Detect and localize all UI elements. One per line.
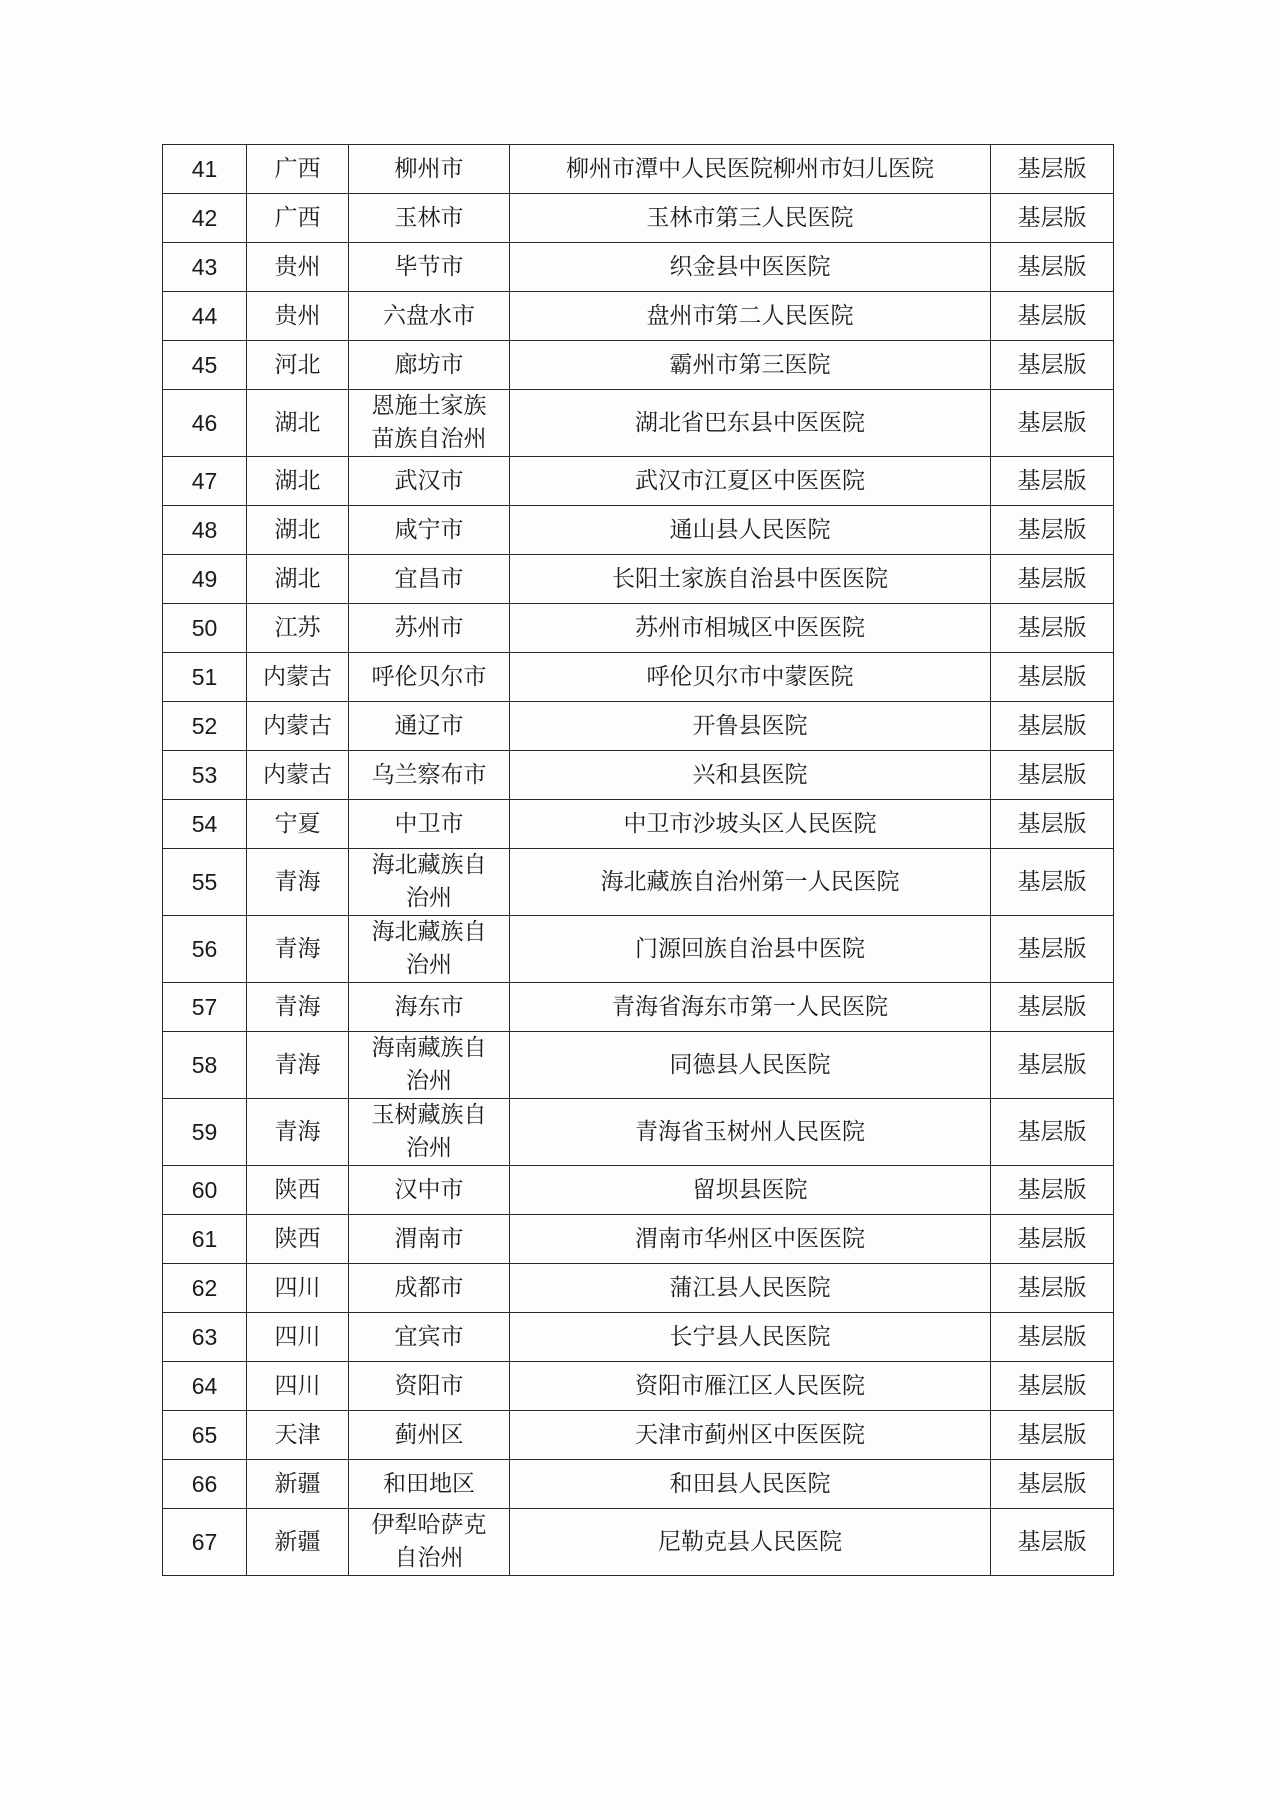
province-cell: 内蒙古	[247, 702, 349, 751]
city-cell: 玉林市	[349, 194, 510, 243]
hospital-cell: 渭南市华州区中医医院	[510, 1215, 991, 1264]
province-cell: 湖北	[247, 457, 349, 506]
province-cell: 新疆	[247, 1509, 349, 1576]
table-row	[163, 1264, 1114, 1313]
province-cell: 贵州	[247, 292, 349, 341]
hospital-cell: 盘州市第二人民医院	[510, 292, 991, 341]
city-cell: 中卫市	[349, 800, 510, 849]
hospital-cell: 青海省海东市第一人民医院	[510, 983, 991, 1032]
city-cell	[349, 916, 510, 983]
row-number-cell: 59	[163, 1099, 247, 1166]
table-row	[163, 457, 1114, 506]
province-cell: 青海	[247, 1099, 349, 1166]
row-number-cell: 58	[163, 1032, 247, 1099]
hospital-cell: 资阳市雁江区人民医院	[510, 1362, 991, 1411]
city-cell-line: 治州	[406, 1135, 452, 1161]
table-row	[163, 1313, 1114, 1362]
city-cell-line: 海南藏族自	[371, 1035, 487, 1061]
province-cell: 青海	[247, 916, 349, 983]
city-cell-line: 玉树藏族自	[371, 1102, 487, 1128]
row-number-cell: 54	[163, 800, 247, 849]
row-number-cell: 46	[163, 390, 247, 457]
version-cell: 基层版	[991, 145, 1114, 194]
table-row	[163, 849, 1114, 916]
row-number-cell: 64	[163, 1362, 247, 1411]
table-row	[163, 1411, 1114, 1460]
province-cell: 四川	[247, 1313, 349, 1362]
version-cell: 基层版	[991, 1166, 1114, 1215]
province-cell: 青海	[247, 983, 349, 1032]
hospital-cell: 霸州市第三医院	[510, 341, 991, 390]
table-row	[163, 506, 1114, 555]
hospital-cell: 武汉市江夏区中医医院	[510, 457, 991, 506]
province-cell: 陕西	[247, 1166, 349, 1215]
city-cell: 成都市	[349, 1264, 510, 1313]
province-cell: 湖北	[247, 555, 349, 604]
hospital-list-table	[162, 144, 1114, 1576]
hospital-cell: 苏州市相城区中医医院	[510, 604, 991, 653]
hospital-cell: 青海省玉树州人民医院	[510, 1099, 991, 1166]
city-cell-line: 治州	[406, 885, 452, 911]
hospital-cell: 开鲁县医院	[510, 702, 991, 751]
city-cell-line: 恩施土家族	[371, 393, 487, 419]
table-row	[163, 145, 1114, 194]
row-number-cell: 63	[163, 1313, 247, 1362]
row-number-cell: 57	[163, 983, 247, 1032]
city-cell: 宜昌市	[349, 555, 510, 604]
hospital-cell: 海北藏族自治州第一人民医院	[510, 849, 991, 916]
hospital-cell: 长阳土家族自治县中医医院	[510, 555, 991, 604]
row-number-cell: 44	[163, 292, 247, 341]
province-cell: 贵州	[247, 243, 349, 292]
version-cell: 基层版	[991, 1460, 1114, 1509]
row-number-cell: 53	[163, 751, 247, 800]
table-row	[163, 751, 1114, 800]
hospital-cell: 玉林市第三人民医院	[510, 194, 991, 243]
province-cell: 江苏	[247, 604, 349, 653]
version-cell: 基层版	[991, 1215, 1114, 1264]
table-body	[163, 145, 1114, 1576]
hospital-cell: 同德县人民医院	[510, 1032, 991, 1099]
version-cell: 基层版	[991, 457, 1114, 506]
province-cell: 广西	[247, 194, 349, 243]
hospital-cell: 织金县中医医院	[510, 243, 991, 292]
row-number-cell: 55	[163, 849, 247, 916]
table-row	[163, 194, 1114, 243]
city-cell-line: 海北藏族自	[371, 919, 487, 945]
province-cell: 新疆	[247, 1460, 349, 1509]
version-cell: 基层版	[991, 243, 1114, 292]
province-cell: 青海	[247, 1032, 349, 1099]
city-cell: 资阳市	[349, 1362, 510, 1411]
row-number-cell: 51	[163, 653, 247, 702]
city-cell: 渭南市	[349, 1215, 510, 1264]
city-cell	[349, 1032, 510, 1099]
version-cell: 基层版	[991, 555, 1114, 604]
city-cell: 乌兰察布市	[349, 751, 510, 800]
province-cell: 河北	[247, 341, 349, 390]
province-cell: 湖北	[247, 390, 349, 457]
version-cell: 基层版	[991, 1313, 1114, 1362]
hospital-cell: 天津市蓟州区中医医院	[510, 1411, 991, 1460]
hospital-cell: 湖北省巴东县中医医院	[510, 390, 991, 457]
table-row	[163, 653, 1114, 702]
version-cell: 基层版	[991, 390, 1114, 457]
version-cell: 基层版	[991, 800, 1114, 849]
row-number-cell: 65	[163, 1411, 247, 1460]
city-cell	[349, 1509, 510, 1576]
version-cell: 基层版	[991, 194, 1114, 243]
city-cell-line: 伊犁哈萨克	[371, 1512, 487, 1538]
city-cell: 廊坊市	[349, 341, 510, 390]
hospital-cell: 尼勒克县人民医院	[510, 1509, 991, 1576]
table-row	[163, 1166, 1114, 1215]
table-row	[163, 1215, 1114, 1264]
province-cell: 内蒙古	[247, 653, 349, 702]
version-cell: 基层版	[991, 751, 1114, 800]
version-cell: 基层版	[991, 983, 1114, 1032]
hospital-cell: 蒲江县人民医院	[510, 1264, 991, 1313]
row-number-cell: 43	[163, 243, 247, 292]
hospital-cell: 兴和县医院	[510, 751, 991, 800]
province-cell: 湖北	[247, 506, 349, 555]
table-row	[163, 1099, 1114, 1166]
version-cell: 基层版	[991, 1264, 1114, 1313]
city-cell-line: 海北藏族自	[371, 852, 487, 878]
version-cell: 基层版	[991, 702, 1114, 751]
city-cell: 咸宁市	[349, 506, 510, 555]
city-cell: 呼伦贝尔市	[349, 653, 510, 702]
table-row	[163, 292, 1114, 341]
table-row	[163, 555, 1114, 604]
city-cell: 通辽市	[349, 702, 510, 751]
city-cell	[349, 849, 510, 916]
province-cell: 天津	[247, 1411, 349, 1460]
hospital-cell: 中卫市沙坡头区人民医院	[510, 800, 991, 849]
table-row	[163, 702, 1114, 751]
city-cell: 宜宾市	[349, 1313, 510, 1362]
row-number-cell: 62	[163, 1264, 247, 1313]
city-cell: 蓟州区	[349, 1411, 510, 1460]
hospital-cell: 柳州市潭中人民医院柳州市妇儿医院	[510, 145, 991, 194]
row-number-cell: 47	[163, 457, 247, 506]
hospital-cell: 门源回族自治县中医院	[510, 916, 991, 983]
version-cell: 基层版	[991, 1099, 1114, 1166]
version-cell: 基层版	[991, 1032, 1114, 1099]
table-row	[163, 1362, 1114, 1411]
table-row	[163, 1460, 1114, 1509]
province-cell: 陕西	[247, 1215, 349, 1264]
row-number-cell: 42	[163, 194, 247, 243]
city-cell: 武汉市	[349, 457, 510, 506]
hospital-cell: 和田县人民医院	[510, 1460, 991, 1509]
hospital-cell: 通山县人民医院	[510, 506, 991, 555]
version-cell: 基层版	[991, 1411, 1114, 1460]
version-cell: 基层版	[991, 341, 1114, 390]
city-cell-line: 自治州	[394, 1545, 464, 1571]
city-cell: 和田地区	[349, 1460, 510, 1509]
city-cell: 柳州市	[349, 145, 510, 194]
city-cell-line: 苗族自治州	[371, 426, 487, 452]
table-row	[163, 341, 1114, 390]
version-cell: 基层版	[991, 653, 1114, 702]
province-cell: 广西	[247, 145, 349, 194]
row-number-cell: 60	[163, 1166, 247, 1215]
table-row	[163, 1032, 1114, 1099]
row-number-cell: 48	[163, 506, 247, 555]
version-cell: 基层版	[991, 916, 1114, 983]
table-row	[163, 390, 1114, 457]
hospital-cell: 呼伦贝尔市中蒙医院	[510, 653, 991, 702]
version-cell: 基层版	[991, 849, 1114, 916]
hospital-cell: 留坝县医院	[510, 1166, 991, 1215]
version-cell: 基层版	[991, 1362, 1114, 1411]
province-cell: 内蒙古	[247, 751, 349, 800]
version-cell: 基层版	[991, 292, 1114, 341]
city-cell	[349, 390, 510, 457]
province-cell: 四川	[247, 1362, 349, 1411]
city-cell: 毕节市	[349, 243, 510, 292]
version-cell: 基层版	[991, 604, 1114, 653]
table-row	[163, 243, 1114, 292]
province-cell: 青海	[247, 849, 349, 916]
row-number-cell: 66	[163, 1460, 247, 1509]
table-row	[163, 916, 1114, 983]
row-number-cell: 50	[163, 604, 247, 653]
city-cell: 汉中市	[349, 1166, 510, 1215]
hospital-cell: 长宁县人民医院	[510, 1313, 991, 1362]
row-number-cell: 52	[163, 702, 247, 751]
city-cell: 苏州市	[349, 604, 510, 653]
row-number-cell: 41	[163, 145, 247, 194]
table-row	[163, 1509, 1114, 1576]
city-cell	[349, 1099, 510, 1166]
row-number-cell: 45	[163, 341, 247, 390]
table-row	[163, 604, 1114, 653]
row-number-cell: 49	[163, 555, 247, 604]
province-cell: 四川	[247, 1264, 349, 1313]
version-cell: 基层版	[991, 1509, 1114, 1576]
row-number-cell: 61	[163, 1215, 247, 1264]
city-cell-line: 治州	[406, 1068, 452, 1094]
row-number-cell: 56	[163, 916, 247, 983]
row-number-cell: 67	[163, 1509, 247, 1576]
city-cell-line: 治州	[406, 952, 452, 978]
city-cell: 六盘水市	[349, 292, 510, 341]
province-cell: 宁夏	[247, 800, 349, 849]
table-row	[163, 800, 1114, 849]
city-cell: 海东市	[349, 983, 510, 1032]
version-cell: 基层版	[991, 506, 1114, 555]
table-row	[163, 983, 1114, 1032]
